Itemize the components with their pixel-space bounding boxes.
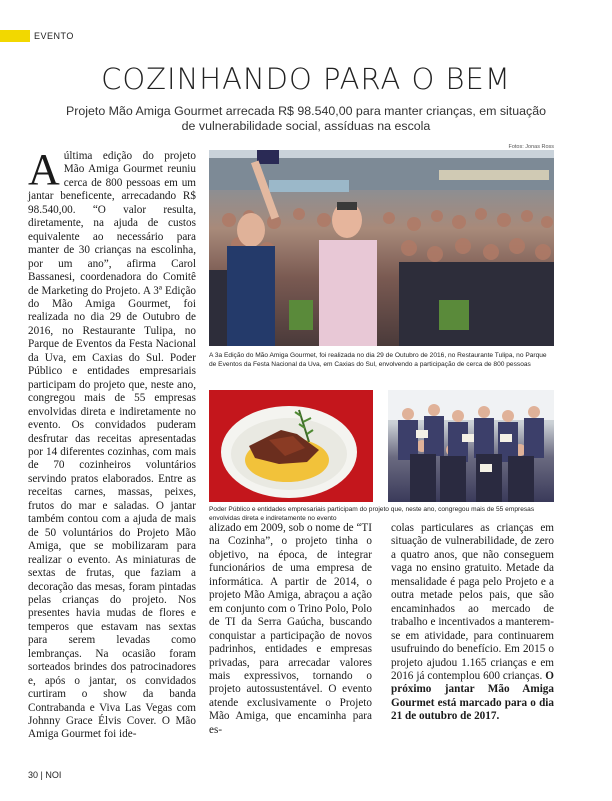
photo-crowd-selfie <box>209 150 554 346</box>
section-accent-bar <box>0 30 30 42</box>
photo-credit: Fotos: Jonas Ross <box>508 144 554 150</box>
subtitle: Projeto Mão Amiga Gourmet arrecada R$ 98.540,00 para manter crianças, em situação de vulnerabilidade social, assíduas na escola <box>65 104 547 133</box>
caption-food-photo: Poder Público e entidades empresariais participam do projeto que, neste ano, congregou mais de 55 empresas envolvidas direta e indiretamente no evento <box>209 506 535 522</box>
photo-food-plate <box>209 390 373 502</box>
headline: COZINHANDO PARA O BEM <box>101 62 511 96</box>
body-column-2: alizado em 2009, sob o nome de “TI na Cozinha”, o projeto tinha o objetivo, na época, de integrar funcionários de uma empresa de informática. A partir de 2014, o projeto Mão Amiga, abraçou a ação em conjunto com o Trino Polo, Polo de TI da Serra Gaúcha, buscando conquistar a participação de novos padrinhos, entidades e empresas privadas, para arrecadar valores mais expressivos, tornando o projeto autossustentável. O evento atende exclusivamente o Projeto Mão Amiga, que encaminha para es- <box>209 522 372 736</box>
next-event-announcement: O próximo jantar Mão Amiga Gourmet está marcado para o dia 21 de outubro de 2017. <box>391 669 554 723</box>
photo-group-illustration <box>388 390 554 502</box>
body-column-3 <box>391 522 554 724</box>
photo-volunteers-group <box>388 390 554 502</box>
caption-main-photo: A 3a Edição do Mão Amiga Gourmet, foi realizada no dia 29 de Outubro de 2016, no Restaurante Tulipa, no Parque de Eventos da Festa Nacional da Uva, em Caxias do Sul, envolvendo a participação de cerca de 800 pessoas <box>209 352 547 368</box>
section-label: EVENTO <box>34 31 74 41</box>
page-footer: 30 | NOI <box>28 770 62 780</box>
photo-food-illustration <box>209 390 373 502</box>
body-text-1: última edição do projeto Mão Amiga Gourmet reuniu cerca de 800 pessoas em um jantar beneficente, arrecadando R$ 98.540,00. “O valor resulta, diretamente, na ajuda de custos equivalente ao necessário para manter de 30 crianças na escolinha, por um ano”, afirma Carol Bassanesi, coordenadora do Comitê de Marketing do Projeto. A 3ª Edição do Mão Amiga Gourmet, foi realizada no dia 29 de Outubro de 2016, no Restaurante Tulipa, no Parque de Eventos da Festa Nacional da Uva, em Caxias do Sul. Poder Público e entidades empresariais participam do projeto que, neste ano, congregou mais de 55 empresas envolvidas direta e indiretamente no evento. Os convidados puderam desfrutar das receitas apresentadas por 14 diferentes cozinhas, com mais de 70 cozinheiros voluntários servindo pratos elaborados. Entre as receitas carnes, massas, peixes, frutos do mar e saladas. O jantar também contou com a ajuda de mais de 50 voluntários do Projeto Mão Amiga, que se mobilizaram para realizar o evento. As miniaturas de sextas de frutas, que faziam a decoração das mesas, foram pintadas pelas crianças do projeto. Nos presentes havia mudas de flores e temperos que estavam nas sextas para serem levadas como lembranças. Na ocasião foram sorteados brindes dos patrocinadores e, após o jantar, os convidados curtiram o show da banda Contrabanda e Viva Las Vegas com Johnny Grace Élvis Cover. O Mão Amiga Gourmet foi ide- <box>28 150 196 741</box>
body-column-1 <box>28 145 196 742</box>
dropcap: A <box>28 145 60 194</box>
photo-crowd-illustration <box>209 150 554 346</box>
body-text-3: colas particulares as crianças em situação de vulnerabilidade, de zero a quatro anos, que não conseguem vaga no ensino gratuito. Metade da mensalidade é paga pelo Projeto e a outra metade pelos pais, que são encaminhados ao mercado de trabalho e incentivados a manterem-se em atividade, para continuarem usufruindo do benefício. Em 2015 o projeto ajudou 1.165 crianças e em 2016 já contemplou 600 crianças. <box>391 522 554 682</box>
